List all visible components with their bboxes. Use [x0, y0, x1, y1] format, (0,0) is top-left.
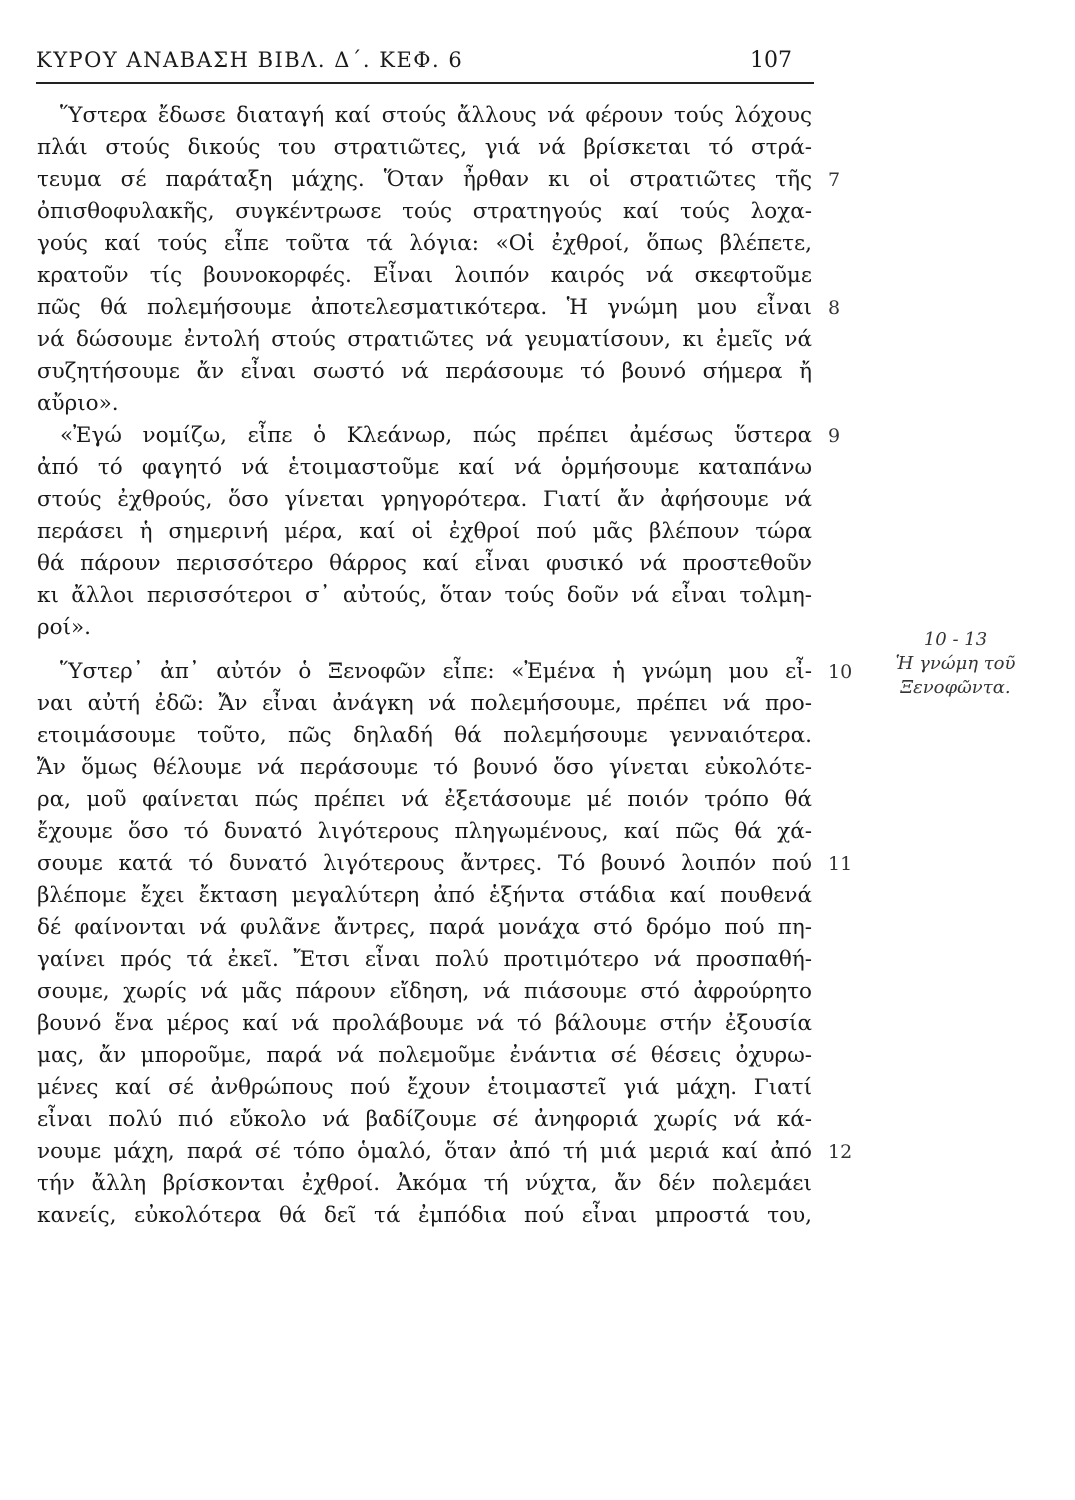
text-line: τευμα σέ παράταξη μάχης. Ὅταν ἦρθαν κι οἱ στρατιῶτες τῆς: [37, 167, 812, 192]
section-number: 8: [828, 297, 841, 319]
running-header: [36, 48, 814, 84]
text-line: ἔχουμε ὅσο τό δυνατό λιγότερους πληγωμένους, καί πῶς θά χά-: [37, 819, 812, 844]
text-line: πλάι στούς δικούς του στρατιῶτες, γιά νά βρίσκεται τό στρά-: [37, 135, 812, 160]
section-number: 10: [828, 661, 853, 683]
text-line: γούς καί τούς εἶπε τοῦτα τά λόγια: «Οἱ ἐχθροί, ὅπως βλέπετε,: [37, 231, 812, 256]
text-line: στούς ἐχθρούς, ὅσο γίνεται γρηγορότερα. Γιατί ἄν ἀφήσουμε νά: [37, 487, 812, 512]
text-line: νά δώσουμε ἐντολή στούς στρατιῶτες νά γευματίσουν, κι ἐμεῖς νά: [37, 327, 812, 352]
text-line: ετοιμάσουμε τοῦτο, πῶς δηλαδή θά πολεμήσουμε γενναιότερα.: [37, 723, 812, 748]
text-line: βλέπομε ἔχει ἔκταση μεγαλύτερη ἀπό ἑξήντα στάδια καί πουθενά: [37, 883, 812, 908]
text-line: Ὕστερ᾽ ἀπ᾽ αὐτόν ὁ Ξενοφῶν εἶπε: «Ἐμένα ἡ γνώμη μου εἶ-: [60, 659, 812, 684]
text-line: μένες καί σέ ἀνθρώπους πού ἔχουν ἑτοιμαστεῖ γιά μάχη. Γιατί: [37, 1075, 812, 1100]
text-line: αὔριο».: [37, 391, 119, 416]
section-number: 7: [828, 169, 841, 191]
text-line: Ὕστερα ἔδωσε διαταγή καί στούς ἄλλους νά φέρουν τούς λόχους: [60, 103, 812, 128]
text-line: ρα, μοῦ φαίνεται πώς πρέπει νά ἐξετάσουμε μέ ποιόν τρόπο θά: [37, 787, 812, 812]
text-line: συζητήσουμε ἄν εἶναι σωστό νά περάσουμε τό βουνό σήμερα ἤ: [37, 359, 812, 384]
text-line: περάσει ἡ σημερινή μέρα, καί οἱ ἐχθροί πού μᾶς βλέπουν τώρα: [37, 519, 812, 544]
margin-note: [868, 628, 1043, 700]
text-line: Ἄν ὅμως θέλουμε νά περάσουμε τό βουνό ὅσο γίνεται εὐκολότε-: [37, 755, 812, 780]
text-line: σουμε, χωρίς νά μᾶς πάρουν εἴδηση, νά πιάσουμε στό ἀφρούρητο: [37, 979, 812, 1004]
text-line: πῶς θά πολεμήσουμε ἀποτελεσματικότερα. Ἡ γνώμη μου εἶναι: [37, 295, 812, 320]
text-line: ὀπισθοφυλακῆς, συγκέντρωσε τούς στρατηγούς καί τούς λοχα-: [37, 199, 812, 224]
text-line: βουνό ἕνα μέρος καί νά προλάβουμε νά τό βάλουμε στήν ἐξουσία: [37, 1011, 812, 1036]
margin-note-caption-line: Ἡ γνώμη τοῦ: [895, 653, 1016, 674]
text-line: θά πάρουν περισσότερο θάρρος καί εἶναι φυσικό νά προστεθοῦν: [37, 551, 812, 576]
section-number: 9: [828, 425, 841, 447]
running-title: ΚΥΡΟΥ ΑΝΑΒΑΣΗ ΒΙΒΛ. Δ΄. ΚΕΦ. 6: [36, 48, 464, 72]
text-line: δέ φαίνονται νά φυλᾶνε ἄντρες, παρά μονάχα στό δρόμο πού πη-: [37, 915, 812, 940]
margin-note-range: 10 - 13: [923, 629, 988, 650]
text-line: ἀπό τό φαγητό νά ἑτοιμαστοῦμε καί νά ὁρμήσουμε καταπάνω: [37, 455, 812, 480]
text-line: ναι αὐτή ἐδῶ: Ἄν εἶναι ἀνάγκη νά πολεμήσουμε, πρέπει νά προ-: [37, 691, 812, 716]
text-line: μας, ἄν μποροῦμε, παρά νά πολεμοῦμε ἐνάντια σέ θέσεις ὀχυρω-: [37, 1043, 812, 1068]
text-line: νουμε μάχη, παρά σέ τόπο ὁμαλό, ὅταν ἀπό τή μιά μεριά καί ἀπό: [37, 1139, 812, 1164]
text-line: κι ἄλλοι περισσότεροι σ᾽ αὐτούς, ὅταν τούς δοῦν νά εἶναι τολμη-: [37, 583, 812, 608]
text-line: τήν ἄλλη βρίσκονται ἐχθροί. Ἀκόμα τή νύχτα, ἄν δέν πολεμάει: [37, 1171, 812, 1196]
text-line: σουμε κατά τό δυνατό λιγότερους ἄντρες. Τό βουνό λοιπόν πού: [37, 851, 812, 876]
margin-note-caption-line: Ξενοφῶντα.: [900, 677, 1011, 698]
text-line: κανείς, εὐκολότερα θά δεῖ τά ἐμπόδια πού εἶναι μπροστά του,: [37, 1203, 812, 1228]
text-line: «Ἐγώ νομίζω, εἶπε ὁ Κλεάνωρ, πώς πρέπει ἀμέσως ὕστερα: [60, 423, 812, 448]
text-line: κρατοῦν τίς βουνοκορφές. Εἶναι λοιπόν καιρός νά σκεφτοῦμε: [37, 263, 812, 288]
page-number: 107: [750, 48, 792, 73]
section-number: 12: [828, 1141, 853, 1163]
section-number: 11: [828, 853, 853, 875]
text-line: ροί».: [37, 615, 92, 640]
text-line: γαίνει πρός τά ἐκεῖ. Ἔτσι εἶναι πολύ προτιμότερο νά προσπαθή-: [37, 947, 812, 972]
text-line: εἶναι πολύ πιό εὔκολο νά βαδίζουμε σέ ἀνηφοριά χωρίς νά κά-: [37, 1107, 812, 1132]
